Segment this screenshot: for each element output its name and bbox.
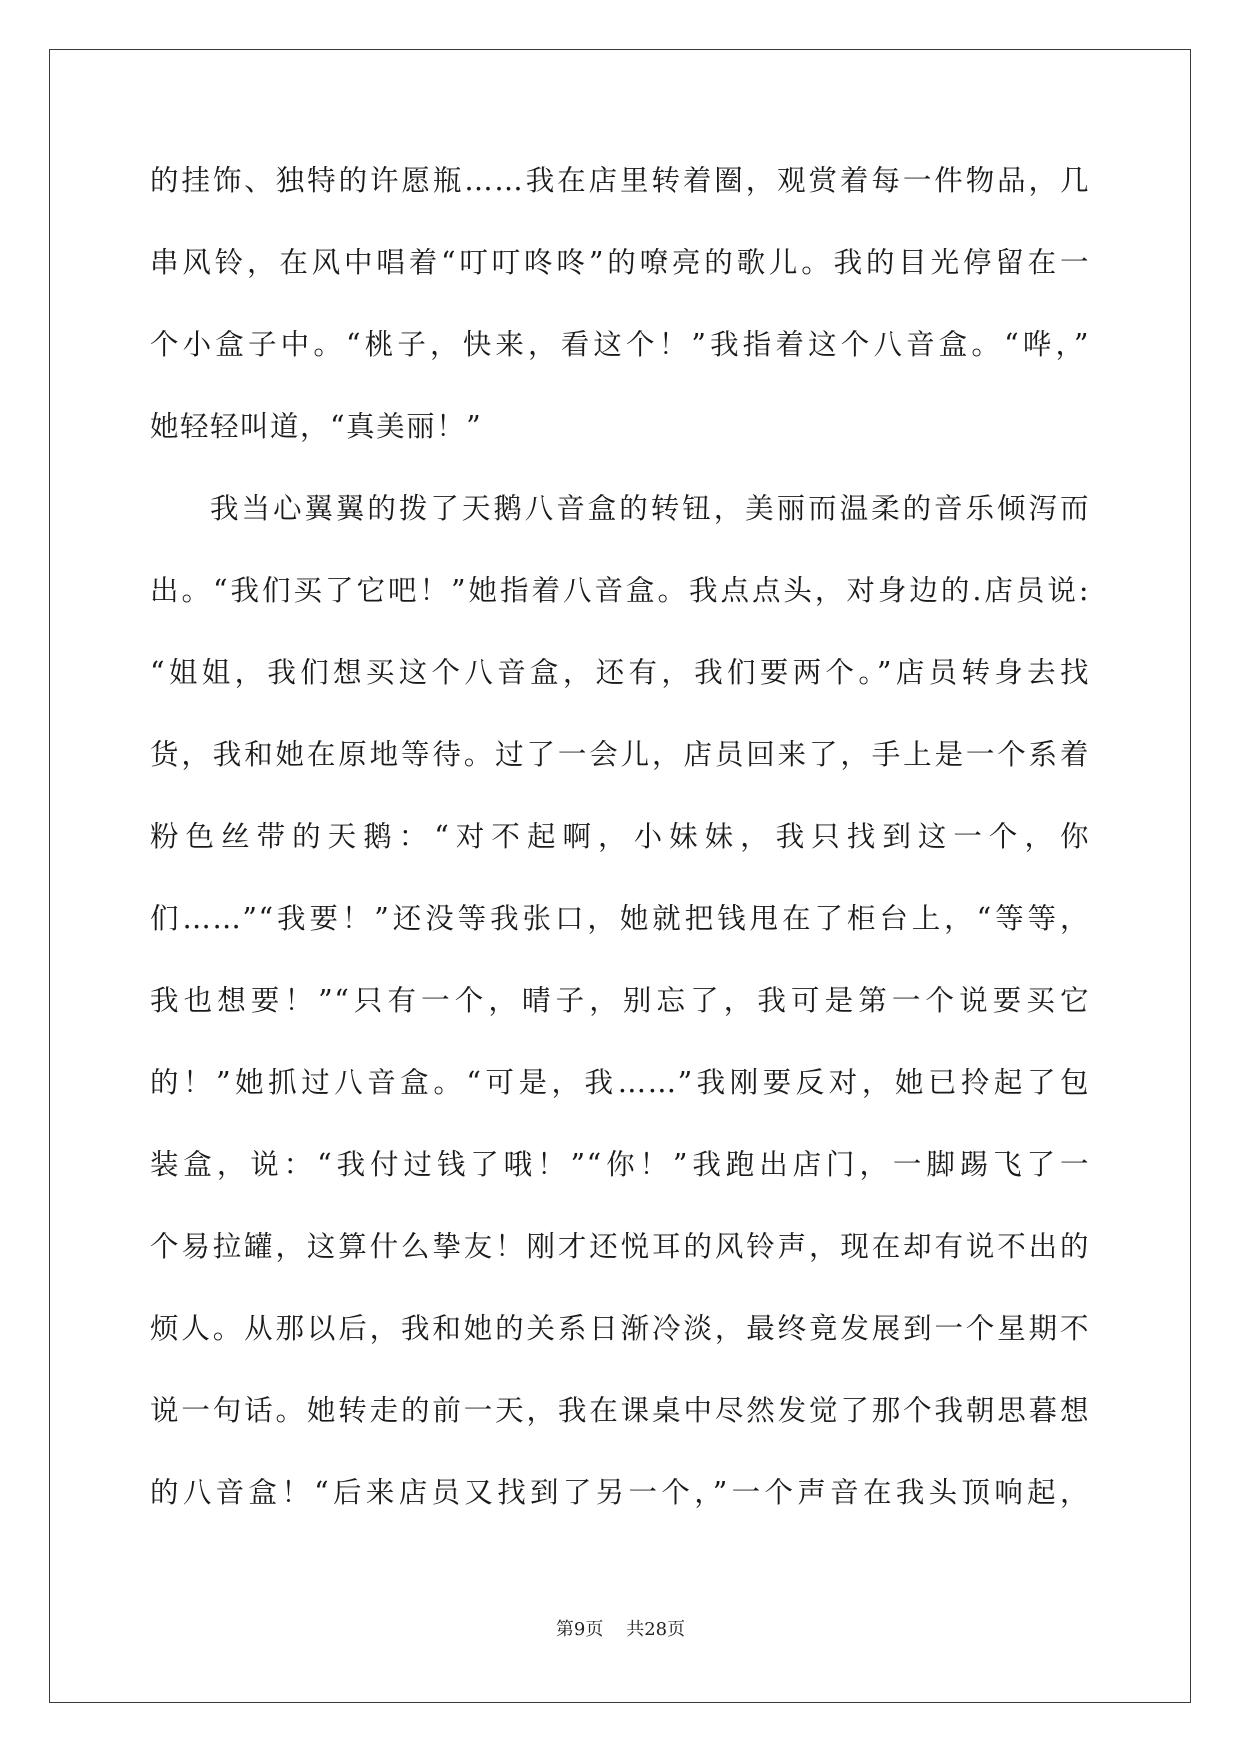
total-pages: 28 xyxy=(644,1619,668,1640)
text-line: 出。“我们买了它吧！”她指着八音盒。我点点头，对身边的.店员说: xyxy=(150,574,1090,607)
text-line: 我也想要！”“只有一个，晴子，别忘了，我可是第一个说要买它 xyxy=(150,984,1090,1017)
text-line: 个易拉罐，这算什么挚友！刚才还悦耳的风铃声，现在却有说不出的 xyxy=(150,1230,1090,1263)
text-line: 的挂饰、独特的许愿瓶……我在店里转着圈，观赏着每一件物品，几 xyxy=(150,164,1090,197)
total-prefix: 共 xyxy=(626,1619,645,1640)
paragraph-first-line: 我当心翼翼的拨了天鹅八音盒的转钮，美丽而温柔的音乐倾泻而 xyxy=(210,492,1090,525)
text-line: 串风铃，在风中唱着“叮叮咚咚”的嘹亮的歌儿。我的目光停留在一 xyxy=(150,246,1090,279)
page-unit: 页 xyxy=(585,1619,604,1640)
text-line: 的！”她抓过八音盒。“可是，我……”我刚要反对，她已拎起了包 xyxy=(150,1066,1090,1099)
document-body xyxy=(150,160,1090,1554)
text-line: 个小盒子中。“桃子，快来，看这个！”我指着这个八音盒。“哗，” xyxy=(150,328,1090,361)
text-line: 的八音盒！“后来店员又找到了另一个，”一个声音在我头顶响起， xyxy=(150,1476,1090,1509)
text-line: 她轻轻叫道，“真美丽！” xyxy=(150,410,483,443)
text-line: 货，我和她在原地等待。过了一会儿，店员回来了，手上是一个系着 xyxy=(150,738,1090,771)
text-line: 装盒，说：“我付过钱了哦！”“你！”我跑出店门，一脚踢飞了一 xyxy=(150,1148,1090,1181)
text-line: 粉色丝带的天鹅：“对不起啊，小妹妹，我只找到这一个，你 xyxy=(150,820,1090,853)
total-unit: 页 xyxy=(667,1619,686,1640)
text-line: 们……”“我要！”还没等我张口，她就把钱甩在了柜台上，“等等， xyxy=(150,902,1090,935)
page-number: 9 xyxy=(573,1619,586,1640)
text-line: “姐姐，我们想买这个八音盒，还有，我们要两个。”店员转身去找 xyxy=(150,656,1090,689)
page-prefix: 第 xyxy=(555,1619,574,1640)
text-line: 说一句话。她转走的前一天，我在课桌中尽然发觉了那个我朝思暮想 xyxy=(150,1394,1090,1427)
page-footer xyxy=(0,1618,1241,1642)
text-line: 烦人。从那以后，我和她的关系日渐冷淡，最终竟发展到一个星期不 xyxy=(150,1312,1090,1345)
